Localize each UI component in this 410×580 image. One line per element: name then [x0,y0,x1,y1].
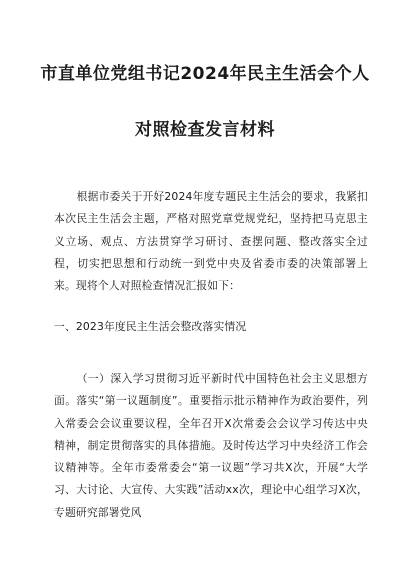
intro-paragraph: 根据市委关于开好2024年度专题民主生活会的要求，我紧扣本次民主生活会主题，严格对照党章党规党纪，坚持把马克思主义立场、观点、方法贯穿学习研讨、查摆问题、整改落实全过程，切实把思想和行动统一到党中央及省委市委的决策部署上来。现将个人对照检查情况汇报如下： [54,190,368,293]
section-paragraph: （一）深入学习贯彻习近平新时代中国特色社会主义思想方面。落实“第一议题制度”。重要指示批示精神作为政治要件，列入常委会会议重要议程，全年召开X次常委会会议学习传达中央精神，制定贯彻落实的具体措施。及时传达学习中央经济工作会议精神等。全年市委常委会“第一议题”学习共X次，开展“大学习、大讨论、大宣传、大实践”活动xx次，理论中心组学习X次，专题研究部署党风 [54,372,368,519]
document-title-line-2: 对照检查发言材料 [135,120,275,140]
section-heading: 一、2023年度民主生活会整改落实情况 [54,320,247,333]
document-title-line-1: 市直单位党组书记2024年民主生活会个人 [40,64,370,84]
